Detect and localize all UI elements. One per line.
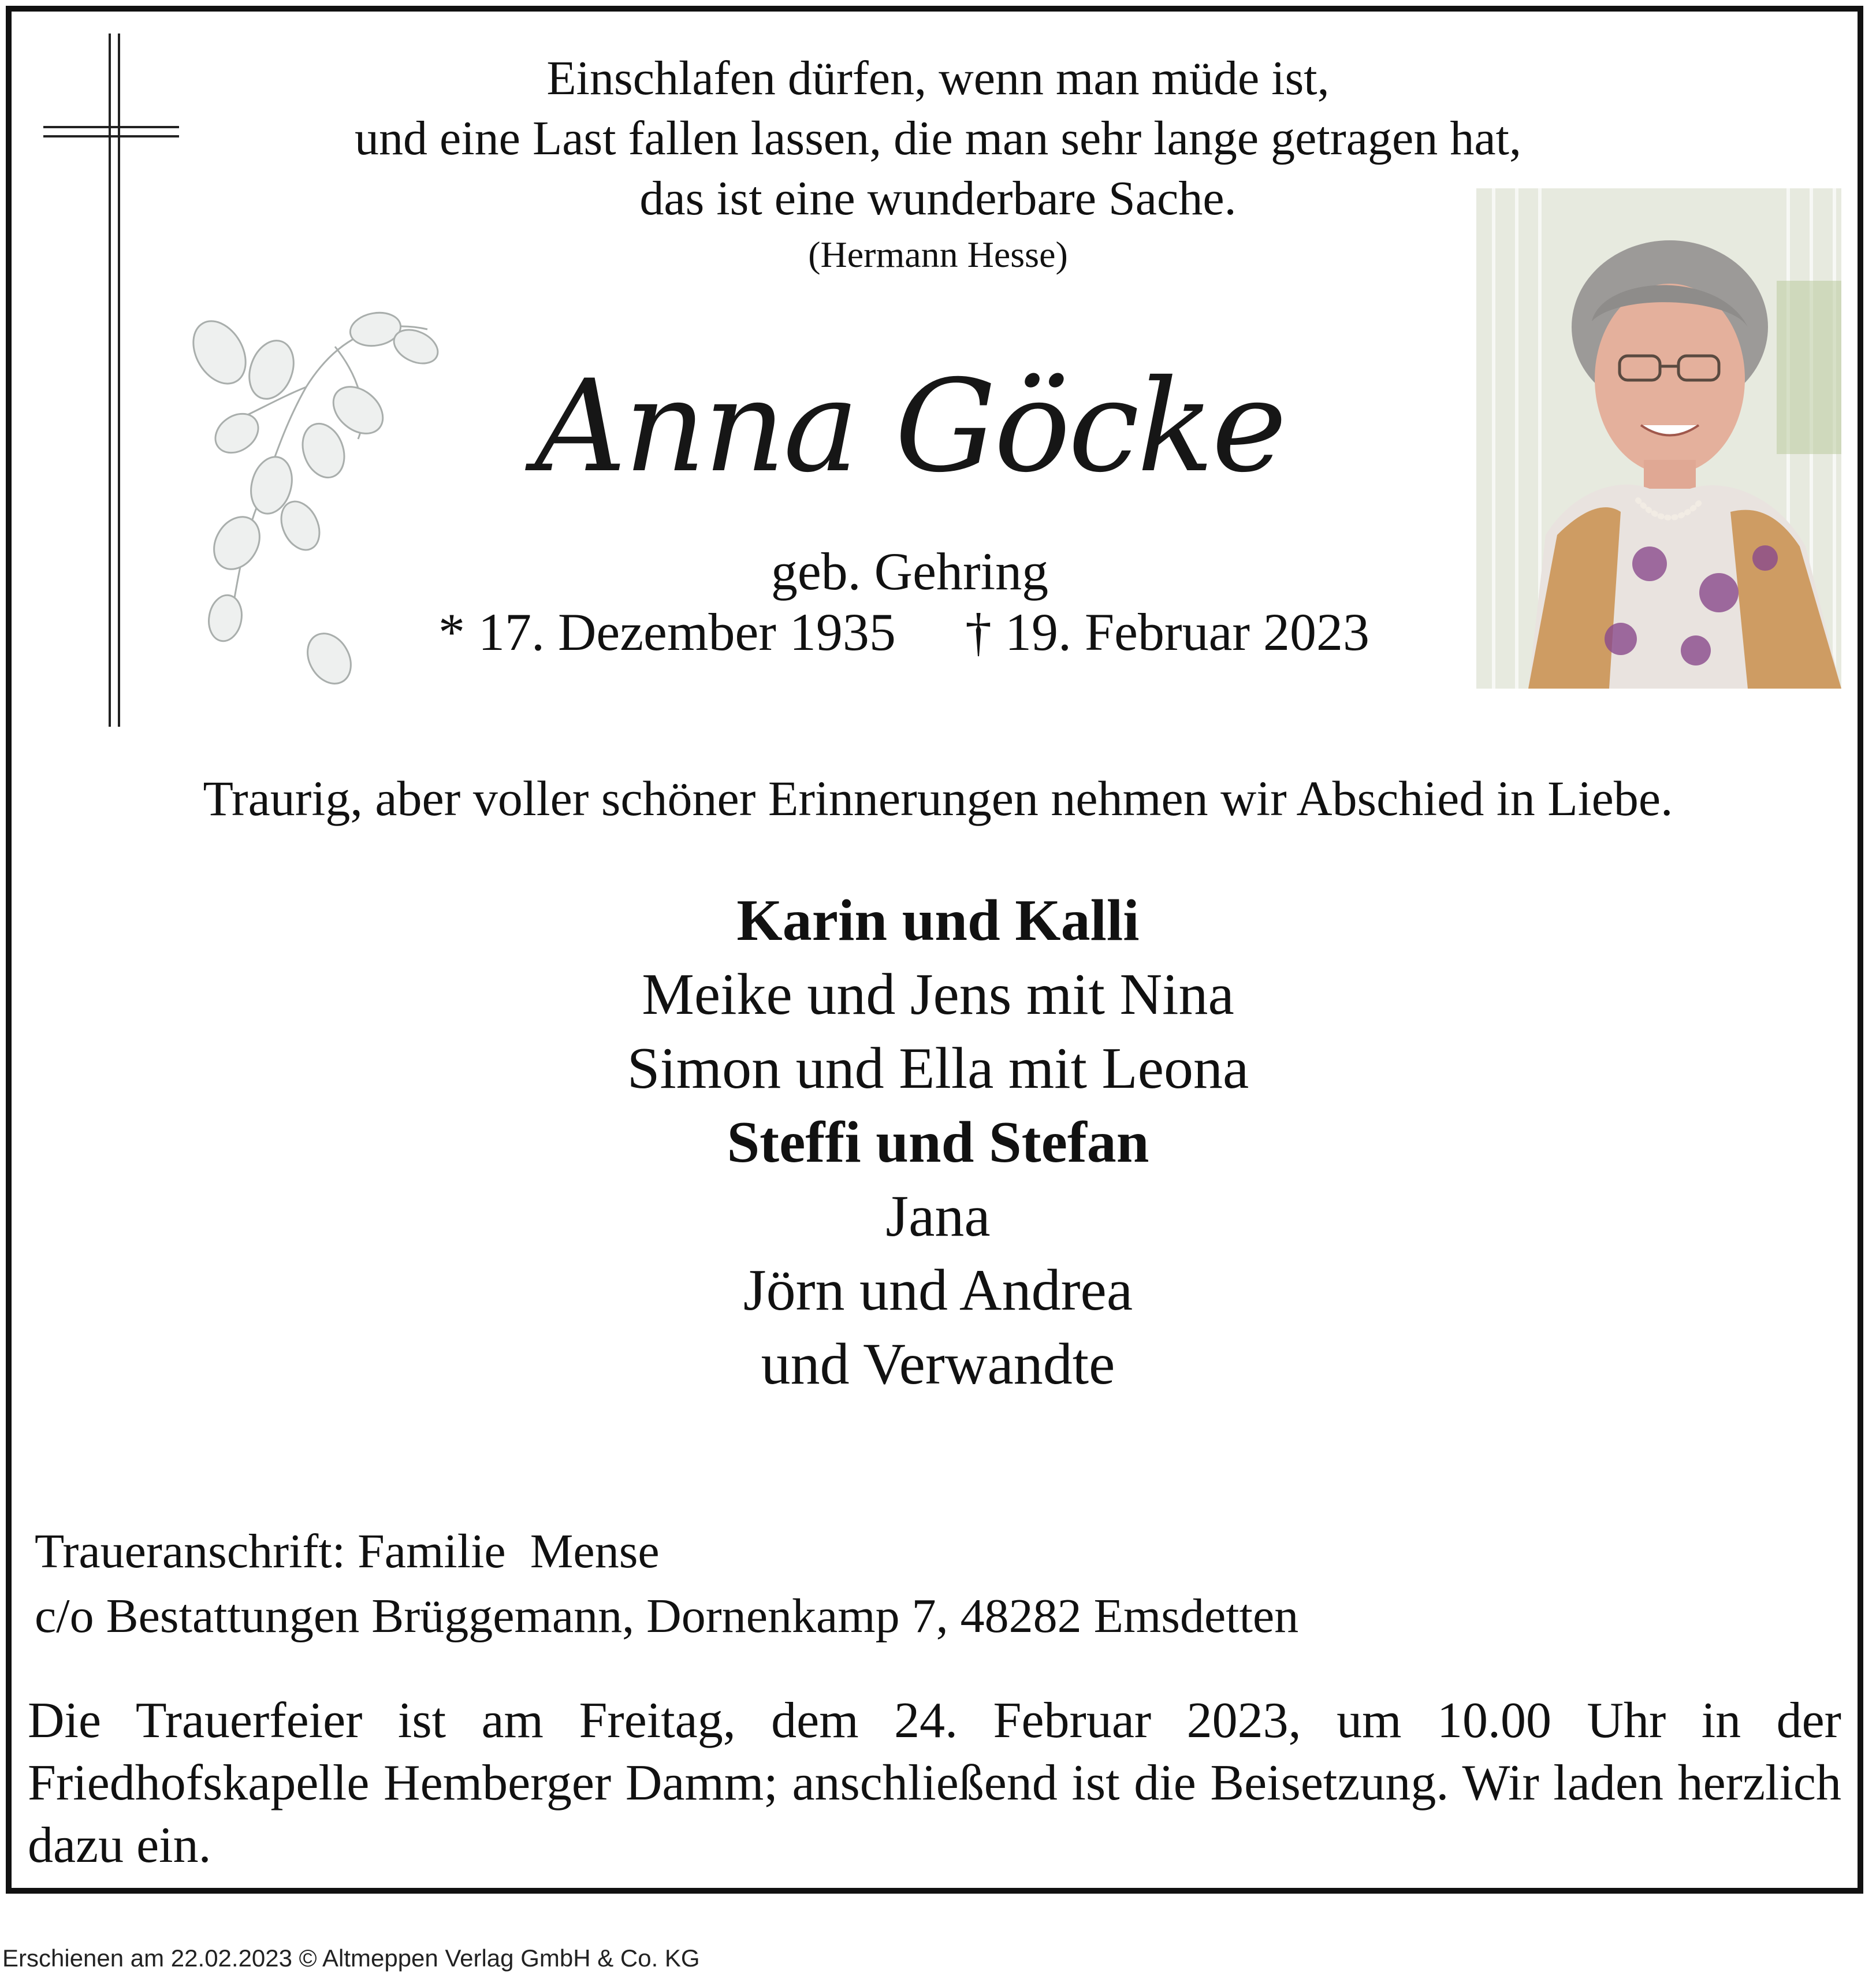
mourner-line: Jana: [885, 1184, 991, 1249]
farewell-text: Traurig, aber voller schöner Erinnerungen nehmen wir Abschied in Liebe.: [203, 771, 1673, 826]
birth-date: * 17. Dezember 1935: [438, 603, 896, 661]
mourner-line: und Verwandte: [761, 1332, 1115, 1397]
deceased-name: Anna Göcke: [534, 352, 1285, 500]
mourner-line: Jörn und Andrea: [743, 1258, 1133, 1323]
address-line-2: c/o Bestattungen Brüggemann, Dornenkamp 7, 48282 Emsdetten: [35, 1589, 1299, 1643]
mourner-line: Simon und Ella mit Leona: [627, 1036, 1249, 1101]
quote-line: und eine Last fallen lassen, die man sehr lange getragen hat,: [355, 111, 1521, 165]
life-dates: [0, 601, 1808, 663]
mourner-line: Steffi und Stefan: [727, 1110, 1149, 1175]
death-date: † 19. Februar 2023: [965, 603, 1370, 661]
mourning-address: [35, 1519, 1298, 1649]
birth-name: geb. Gehring: [770, 542, 1049, 601]
ceremony-info: Die Trauerfeier ist am Freitag, dem 24. Februar 2023, um 10.00 Uhr in der Friedhofskapelle Hemberger Damm; anschließend ist die Beisetzung. Wir laden herzlich dazu ein.: [28, 1693, 1841, 1873]
address-line-1: Traueranschrift: Familie Mense: [35, 1525, 660, 1578]
mourners-list: [0, 884, 1876, 1401]
quote-line: Einschlafen dürfen, wenn man müde ist,: [546, 51, 1330, 105]
quote-line: das ist eine wunderbare Sache.: [639, 172, 1237, 225]
mourner-line: Meike und Jens mit Nina: [642, 962, 1234, 1027]
publication-footer: Erschienen am 22.02.2023 © Altmeppen Verlag GmbH & Co. KG: [2, 1944, 700, 1972]
quote-author: (Hermann Hesse): [808, 234, 1068, 275]
mourner-line: Karin und Kalli: [736, 888, 1140, 953]
